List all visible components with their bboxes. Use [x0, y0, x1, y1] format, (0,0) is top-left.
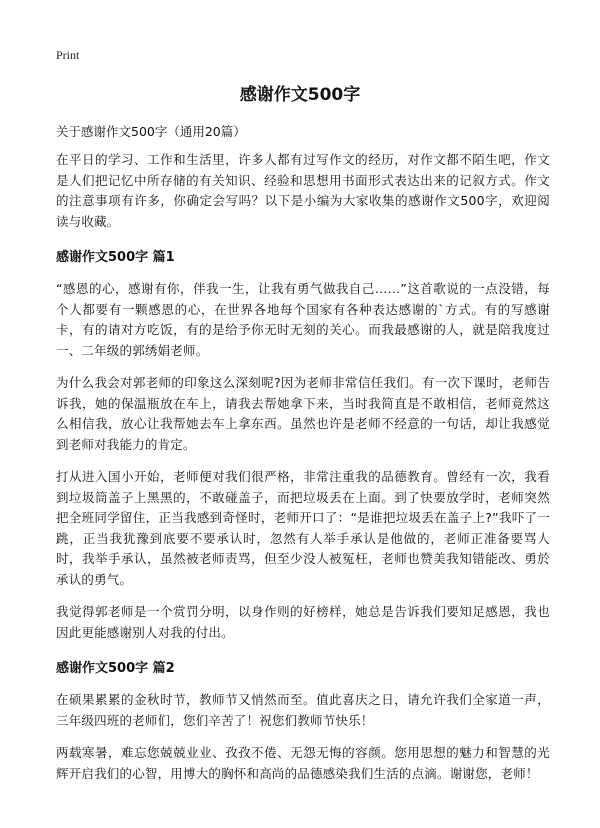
section-1 — [56, 246, 550, 643]
page-title: 感谢作文500字 — [239, 85, 361, 105]
paragraph: 打从进入国小开始，老师便对我们很严格，非常注重我的品德教育。曾经有一次，我看到垃圾筒盖子上黑黑的，不敢碰盖子，而把垃圾丢在上面。到了快要放学时，老师突然把全班同学留住，正当我感到奇怪时，老师开口了：“是谁把垃圾丢在盖子上?”我吓了一跳，正当我犹豫到底要不要承认时，忽然有人举手承认是他做的，老师正准备要骂人时，我举手承认，虽然被老师责骂，但至少没人被冤枉，老师也赞美我知错能改、勇於承认的勇气。 — [56, 469, 550, 587]
paragraph: “感恩的心，感谢有你，伴我一生，让我有勇气做我自己……”这首歌说的一点没错，每个人都要有一颗感恩的心，在世界各地每个国家有各种表达感谢的`方式。有的写感谢卡，有的请对方吃饭，有的是给予你无时无刻的关心。而我最感谢的人，就是陪我度过一、二年级的郭绣娟老师。 — [56, 281, 550, 358]
section-heading: 感谢作文500字 篇2 — [56, 661, 175, 676]
paragraph: 两载寒暑，难忘您兢兢业业、孜孜不倦、无怨无悔的容颜。您用思想的魅力和智慧的光辉开启我们的心智，用博大的胸怀和高尚的品德感染我们生活的点滴。谢谢您，老师！ — [56, 745, 550, 781]
section-2 — [56, 657, 550, 784]
section-heading: 感谢作文500字 篇1 — [56, 250, 175, 265]
paragraph: 在硕果累累的金秋时节，教师节又悄然而至。值此喜庆之日，请允许我们全家道一声，三年级四班的老师们，您们辛苦了！祝您们教师节快乐！ — [56, 692, 550, 728]
article-body — [56, 150, 550, 796]
subtitle: 关于感谢作文500字（通用20篇） — [56, 124, 246, 139]
print-label[interactable]: Print — [56, 48, 80, 62]
paragraph: 我觉得郭老师是一个赏罚分明，以身作则的好榜样，她总是告诉我们要知足感恩，我也因此更能感谢别人对我的付出。 — [56, 604, 550, 640]
intro-paragraph: 在平日的学习、工作和生活里，许多人都有过写作文的经历，对作文都不陌生吧，作文是人们把记忆中所存储的有关知识、经验和思想用书面形式表达出来的记叙方式。作文的注意事项有许多，你确定会写吗？以下是小编为大家收集的感谢作文500字，欢迎阅读与收藏。 — [56, 152, 550, 229]
paragraph: 为什么我会对郭老师的印象这么深刻呢?因为老师非常信任我们。有一次下课时，老师告诉我，她的保温瓶放在车上，请我去帮她拿下来，当时我简直是不敢相信，老师竟然这么相信我，放心让我帮她去车上拿东西。虽然也许是老师不经意的一句话，却让我感觉到老师对我能力的肯定。 — [56, 375, 550, 452]
